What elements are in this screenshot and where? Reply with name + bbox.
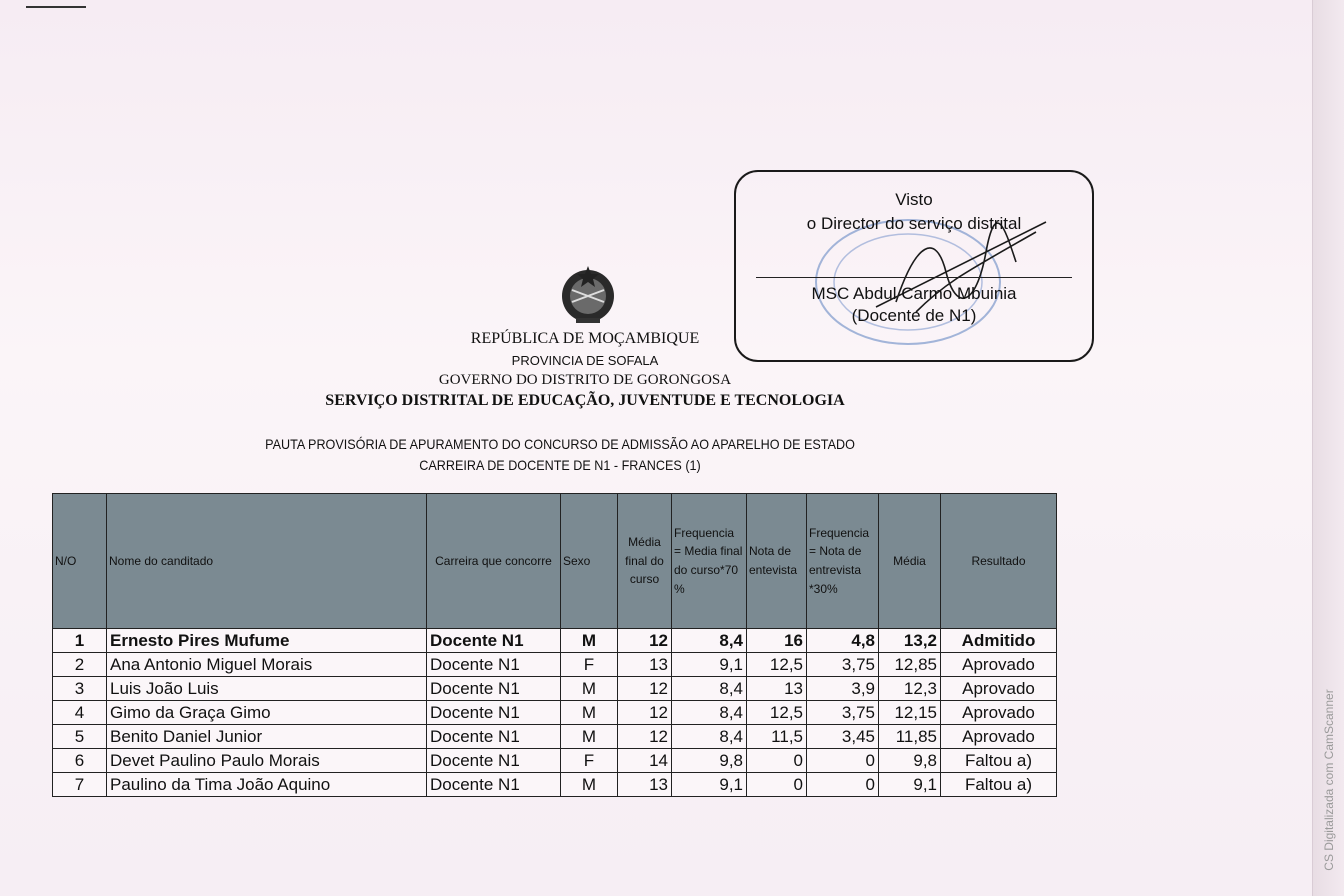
- cell-nome: Luis João Luis: [107, 677, 427, 701]
- col-header-media-final: Média final do curso: [618, 494, 672, 629]
- cell-nome: Benito Daniel Junior: [107, 725, 427, 749]
- corner-mark: [26, 6, 86, 8]
- cell-sexo: M: [561, 725, 618, 749]
- cell-freq-media: 8,4: [672, 701, 747, 725]
- cell-no: 5: [53, 725, 107, 749]
- col-header-freq-nota: Frequencia = Nota de entrevista *30%: [807, 494, 879, 629]
- cell-resultado: Aprovado: [941, 653, 1057, 677]
- cell-carreira: Docente N1: [427, 725, 561, 749]
- cell-freq-media: 9,8: [672, 749, 747, 773]
- cell-sexo: M: [561, 677, 618, 701]
- cell-media-final: 12: [618, 725, 672, 749]
- cell-media: 11,85: [879, 725, 941, 749]
- cell-nota: 0: [747, 773, 807, 797]
- cell-media: 12,85: [879, 653, 941, 677]
- cell-resultado: Faltou a): [941, 773, 1057, 797]
- watermark-text: CS Digitalizada com CamScanner: [1322, 689, 1336, 871]
- cell-freq-nota: 4,8: [807, 629, 879, 653]
- table-row: [53, 677, 1057, 701]
- cell-freq-media: 9,1: [672, 773, 747, 797]
- cell-media-final: 13: [618, 653, 672, 677]
- cell-carreira: Docente N1: [427, 749, 561, 773]
- cell-nome: Ana Antonio Miguel Morais: [107, 653, 427, 677]
- col-header-freq-media: Frequencia = Media final do curso*70 %: [672, 494, 747, 629]
- cell-resultado: Admitido: [941, 629, 1057, 653]
- cell-resultado: Aprovado: [941, 725, 1057, 749]
- cell-freq-media: 8,4: [672, 725, 747, 749]
- cell-freq-media: 9,1: [672, 653, 747, 677]
- cell-freq-nota: 3,75: [807, 653, 879, 677]
- cell-sexo: F: [561, 749, 618, 773]
- cell-nota: 12,5: [747, 701, 807, 725]
- signer-role: (Docente de N1): [851, 306, 977, 325]
- table-row: [53, 749, 1057, 773]
- cell-no: 2: [53, 653, 107, 677]
- cell-carreira: Docente N1: [427, 653, 561, 677]
- results-table: [52, 493, 1057, 797]
- col-header-media: Média: [879, 494, 941, 629]
- header-republic: REPÚBLICA DE MOÇAMBIQUE: [470, 330, 700, 347]
- signer-name: MSC Abdul Carmo Mbuinia: [811, 284, 1017, 303]
- cell-freq-media: 8,4: [672, 629, 747, 653]
- camscanner-watermark: [1318, 680, 1340, 880]
- cell-media: 9,8: [879, 749, 941, 773]
- header-province: PROVINCIA DE SOFALA: [511, 353, 659, 368]
- cell-carreira: Docente N1: [427, 677, 561, 701]
- cell-resultado: Aprovado: [941, 701, 1057, 725]
- cell-nota: 12,5: [747, 653, 807, 677]
- cell-media-final: 12: [618, 629, 672, 653]
- table-row: [53, 653, 1057, 677]
- cell-freq-nota: 0: [807, 749, 879, 773]
- cell-sexo: M: [561, 701, 618, 725]
- cell-freq-media: 8,4: [672, 677, 747, 701]
- col-header-nome: Nome do canditado: [107, 494, 427, 629]
- cell-resultado: Faltou a): [941, 749, 1057, 773]
- cell-sexo: M: [561, 773, 618, 797]
- col-header-no: N/O: [53, 494, 107, 629]
- cell-no: 3: [53, 677, 107, 701]
- cell-nome: Ernesto Pires Mufume: [107, 629, 427, 653]
- cell-carreira: Docente N1: [427, 701, 561, 725]
- signature-line: [756, 277, 1072, 278]
- cell-nota: 16: [747, 629, 807, 653]
- visto-label: Visto: [895, 190, 933, 209]
- director-label: o Director do serviço distrital: [806, 214, 1022, 233]
- cell-nota: 11,5: [747, 725, 807, 749]
- cell-nome: Devet Paulino Paulo Morais: [107, 749, 427, 773]
- cell-media-final: 12: [618, 701, 672, 725]
- cell-carreira: Docente N1: [427, 629, 561, 653]
- document-title: PAUTA PROVISÓRIA DE APURAMENTO DO CONCURSO DE ADMISSÃO AO APARELHO DE ESTADO: [265, 436, 855, 452]
- cell-media: 12,15: [879, 701, 941, 725]
- cell-no: 6: [53, 749, 107, 773]
- cell-nome: Paulino da Tima João Aquino: [107, 773, 427, 797]
- cell-media-final: 14: [618, 749, 672, 773]
- cell-freq-nota: 3,75: [807, 701, 879, 725]
- table-header-row: [53, 494, 1057, 629]
- cell-nota: 0: [747, 749, 807, 773]
- cell-freq-nota: 3,9: [807, 677, 879, 701]
- cell-no: 1: [53, 629, 107, 653]
- cell-nota: 13: [747, 677, 807, 701]
- cell-freq-nota: 3,45: [807, 725, 879, 749]
- table-row: [53, 725, 1057, 749]
- cell-no: 7: [53, 773, 107, 797]
- cell-media: 12,3: [879, 677, 941, 701]
- cell-freq-nota: 0: [807, 773, 879, 797]
- col-header-nota-entrevista: Nota de entevista: [747, 494, 807, 629]
- cell-carreira: Docente N1: [427, 773, 561, 797]
- mozambique-emblem-icon: [556, 262, 620, 326]
- header-government: GOVERNO DO DISTRITO DE GORONGOSA: [438, 372, 732, 388]
- cell-resultado: Aprovado: [941, 677, 1057, 701]
- table-row: [53, 701, 1057, 725]
- col-header-resultado: Resultado: [941, 494, 1057, 629]
- cell-nome: Gimo da Graça Gimo: [107, 701, 427, 725]
- cell-sexo: F: [561, 653, 618, 677]
- cell-media: 13,2: [879, 629, 941, 653]
- table-row: [53, 773, 1057, 797]
- cell-media: 9,1: [879, 773, 941, 797]
- col-header-sexo: Sexo: [561, 494, 618, 629]
- header-service: SERVIÇO DISTRITAL DE EDUCAÇÃO, JUVENTUDE E TECNOLOGIA: [325, 392, 845, 409]
- cell-media-final: 13: [618, 773, 672, 797]
- col-header-carreira: Carreira que concorre: [427, 494, 561, 629]
- document-subtitle: CARREIRA DE DOCENTE DE N1 - FRANCES (1): [419, 457, 701, 473]
- table-row: [53, 629, 1057, 653]
- cell-no: 4: [53, 701, 107, 725]
- cell-sexo: M: [561, 629, 618, 653]
- cell-media-final: 12: [618, 677, 672, 701]
